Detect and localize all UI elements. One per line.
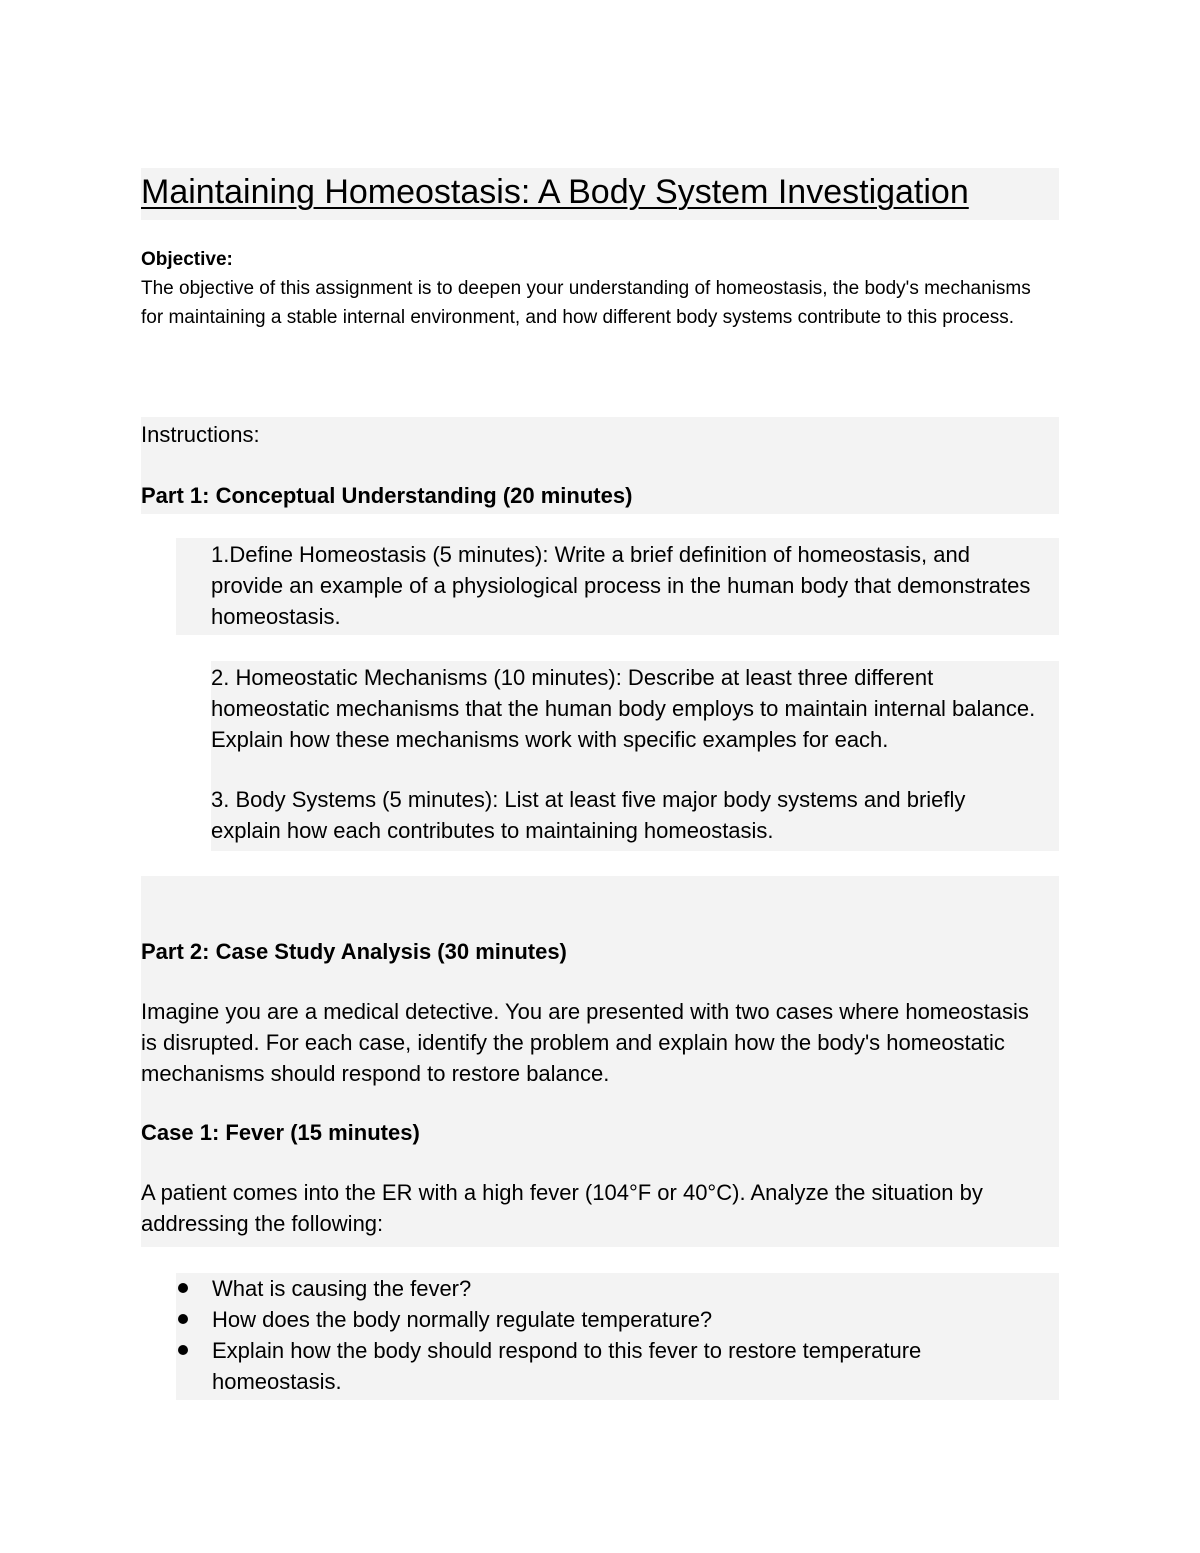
- title-band: [141, 168, 1059, 220]
- list-item: [178, 1273, 999, 1304]
- instructions-label: Instructions:: [141, 422, 260, 447]
- case1-text: A patient comes into the ER with a high fever (104°F or 40°C). Analyze the situation by addressing the following:: [141, 1180, 983, 1236]
- page-title: Maintaining Homeostasis: A Body System Investigation: [141, 173, 969, 211]
- part2-intro: Imagine you are a medical detective. You are presented with two cases where homeostasis is disrupted. For each case, identify the problem and explain how the body's homeostatic mechanisms should respond to restore balance.: [141, 999, 1029, 1086]
- part1-item-1: [176, 538, 1059, 635]
- part1-items-2-3: [211, 661, 1059, 851]
- objective-label: Objective:: [141, 249, 233, 270]
- bullet-text: Explain how the body should respond to this fever to restore temperature homeostasis.: [212, 1338, 922, 1394]
- bullet-icon: [178, 1345, 188, 1355]
- part1-item-1-text: 1.Define Homeostasis (5 minutes): Write a brief definition of homeostasis, and provide an example of a physiological process in the human body that demonstrates homeostasis.: [211, 542, 1031, 629]
- part2-section: [141, 876, 1059, 1247]
- instructions-band: [141, 417, 1059, 514]
- list-item: [178, 1304, 999, 1335]
- part1-item-3-text: 3. Body Systems (5 minutes): List at least five major body systems and briefly explain how each contributes to maintaining homeostasis.: [211, 787, 966, 843]
- objective-text: The objective of this assignment is to deepen your understanding of homeostasis, the body's mechanisms for maintaining a stable internal environment, and how different body systems contribute to this process.: [141, 278, 1031, 328]
- objective-section: [141, 246, 1041, 332]
- case1-bullet-list: [178, 1273, 999, 1397]
- list-item: [178, 1335, 999, 1397]
- case1-heading: Case 1: Fever (15 minutes): [141, 1120, 420, 1145]
- part1-heading: Part 1: Conceptual Understanding (20 minutes): [141, 483, 633, 508]
- part1-item-2-text: 2. Homeostatic Mechanisms (10 minutes): Describe at least three different homeostatic mechanisms that the human body employs to maintain internal balance. Explain how these mechanisms work with specific examples for each.: [211, 665, 1036, 752]
- case1-bullets-band: [176, 1273, 1059, 1400]
- bullet-icon: [178, 1314, 188, 1324]
- bullet-text: What is causing the fever?: [212, 1276, 472, 1301]
- bullet-text: How does the body normally regulate temperature?: [212, 1307, 713, 1332]
- part2-heading: Part 2: Case Study Analysis (30 minutes): [141, 939, 567, 964]
- bullet-icon: [178, 1283, 188, 1293]
